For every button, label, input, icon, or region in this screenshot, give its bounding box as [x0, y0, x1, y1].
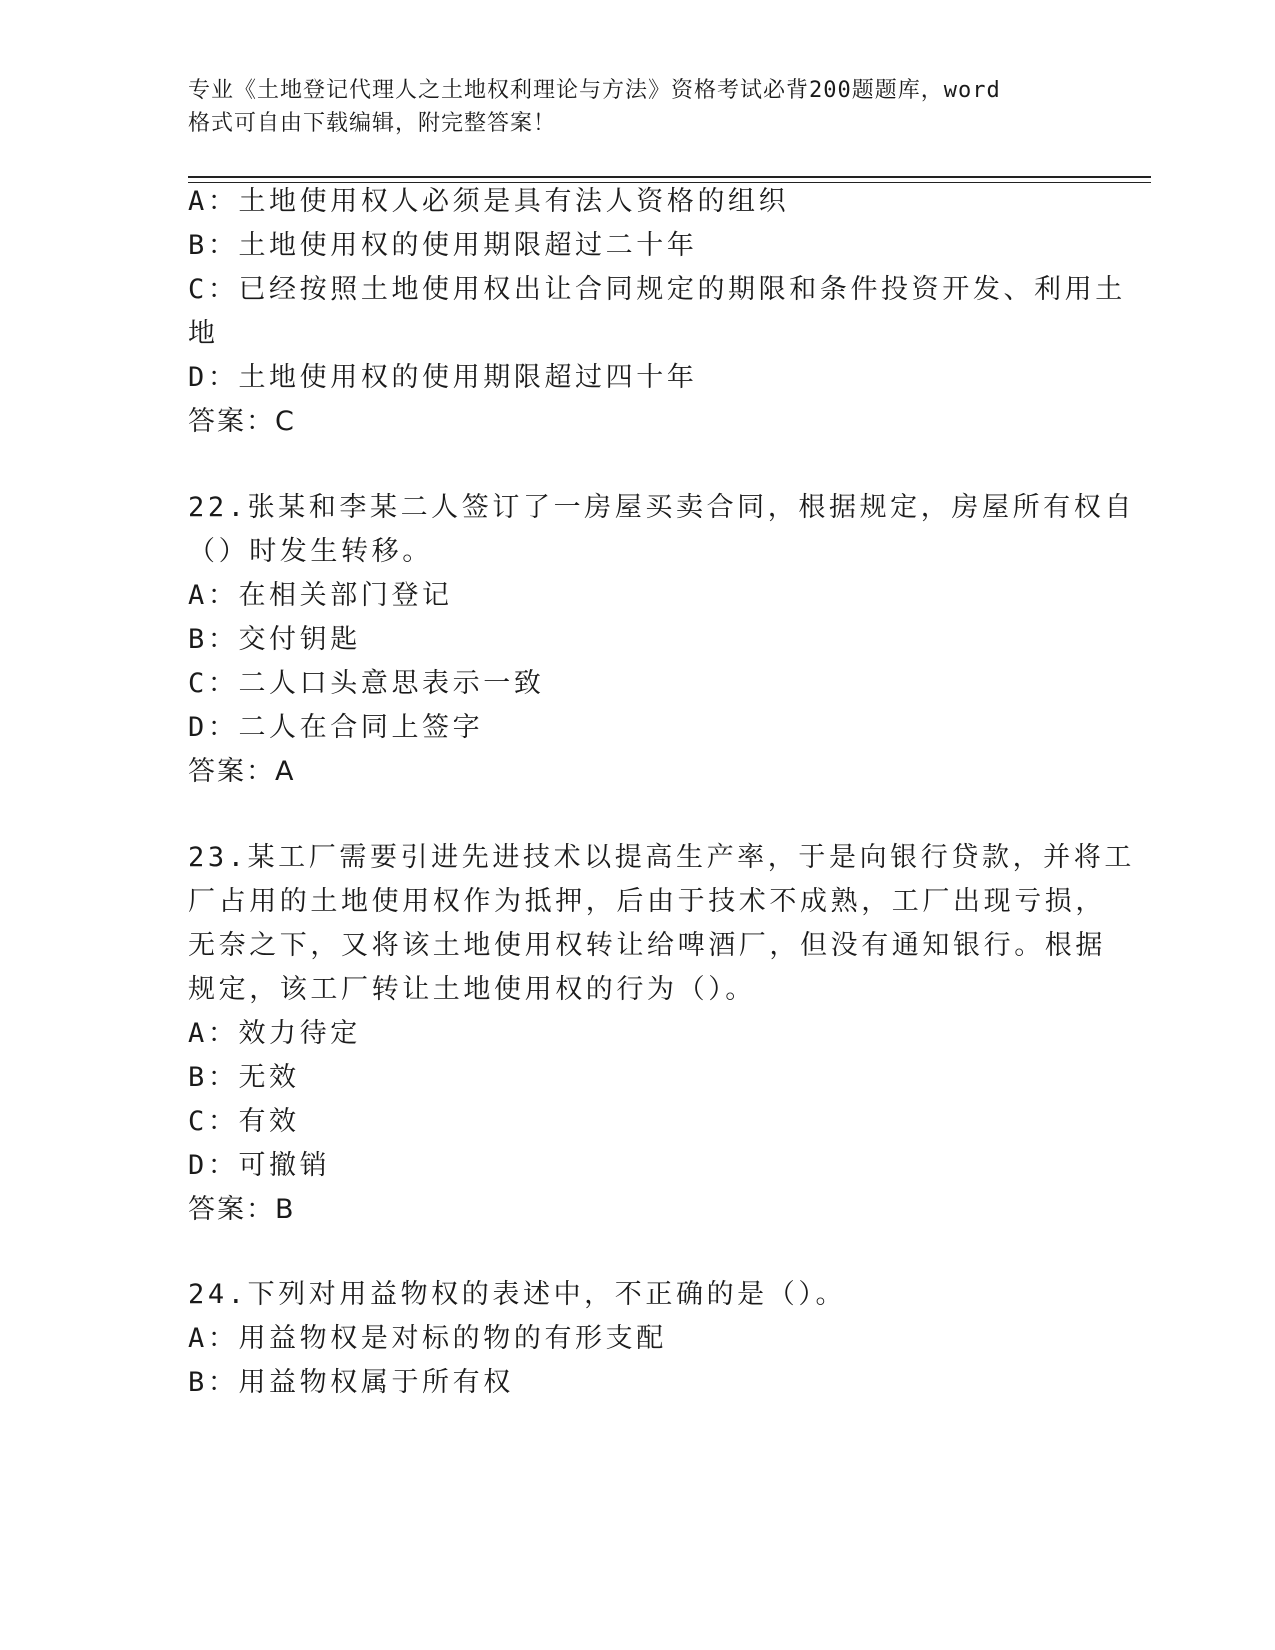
q23-stem-line-1: 23.某工厂需要引进先进技术以提高生产率，于是向银行贷款，并将工 [188, 842, 1135, 873]
header-line-1: 专业《土地登记代理人之土地权利理论与方法》资格考试必背200题题库，word [188, 78, 1001, 103]
q23-answer: 答案：B [188, 1194, 296, 1225]
q23-option-b: B：无效 [188, 1062, 300, 1093]
q23-stem-line-2: 厂占用的土地使用权作为抵押，后由于技术不成熟，工厂出现亏损， [188, 886, 1106, 917]
q21-option-b: B：土地使用权的使用期限超过二十年 [188, 230, 698, 261]
q23-option-c: C：有效 [188, 1106, 300, 1137]
q24-option-a: A：用益物权是对标的物的有形支配 [188, 1323, 667, 1354]
document-header [188, 74, 1068, 140]
q21-option-a: A：土地使用权人必须是具有法人资格的组织 [188, 186, 790, 217]
q24-stem-line-1: 24.下列对用益物权的表述中，不正确的是（）。 [188, 1279, 847, 1310]
header-divider-thick [188, 176, 1151, 178]
q21-option-c: C：已经按照土地使用权出让合同规定的期限和条件投资开发、利用土 [188, 274, 1126, 305]
q23-option-a: A：效力待定 [188, 1018, 361, 1049]
q23-stem-line-3: 无奈之下，又将该土地使用权转让给啤酒厂，但没有通知银行。根据 [188, 930, 1106, 961]
q22-stem-line-2: （）时发生转移。 [188, 536, 433, 567]
q22-answer: 答案：A [188, 756, 296, 787]
q22-stem-line-1: 22.张某和李某二人签订了一房屋买卖合同，根据规定，房屋所有权自 [188, 492, 1135, 523]
q21-option-d: D：土地使用权的使用期限超过四十年 [188, 362, 698, 393]
q22-option-c: C：二人口头意思表示一致 [188, 668, 545, 699]
q23-option-d: D：可撤销 [188, 1150, 331, 1181]
q21-answer: 答案：C [188, 406, 296, 437]
header-line-2: 格式可自由下载编辑，附完整答案！ [188, 111, 557, 136]
q22-option-a: A：在相关部门登记 [188, 580, 453, 611]
q24-option-b: B：用益物权属于所有权 [188, 1367, 514, 1398]
q21-option-c-continued: 地 [188, 318, 219, 349]
q23-stem-line-4: 规定，该工厂转让土地使用权的行为（）。 [188, 974, 756, 1005]
q22-option-b: B：交付钥匙 [188, 624, 361, 655]
q22-option-d: D：二人在合同上签字 [188, 712, 484, 743]
